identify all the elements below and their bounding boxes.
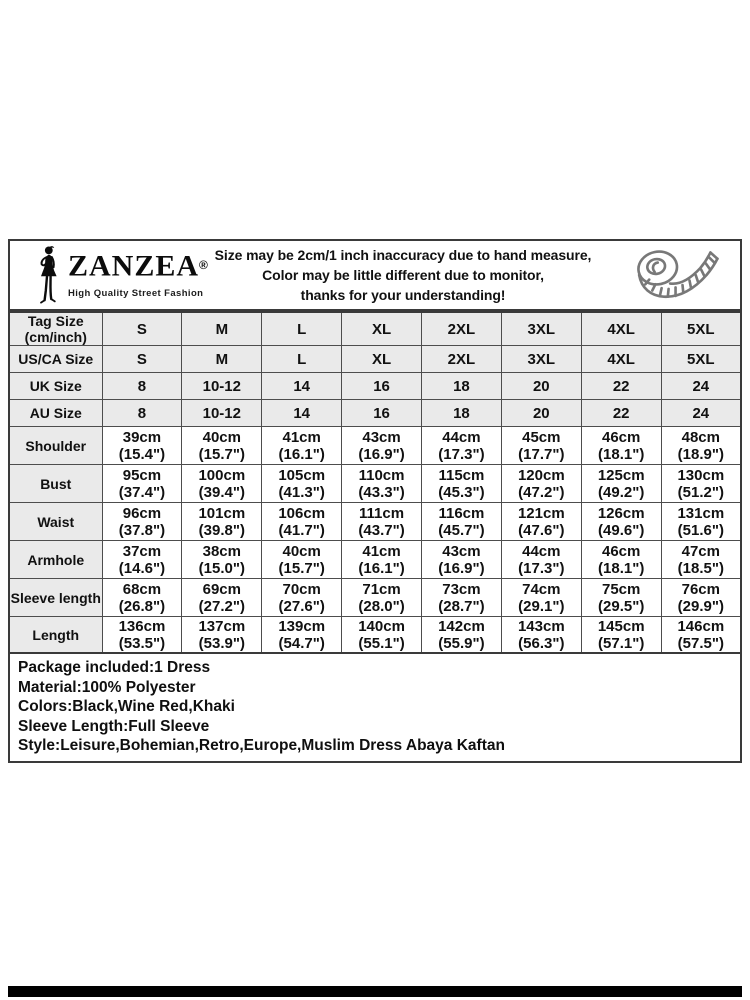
- size-cell: 142cm (55.9"): [422, 617, 502, 655]
- size-cell: 22: [581, 400, 661, 427]
- size-cell: 2XL: [422, 312, 502, 346]
- row-label: Waist: [9, 503, 102, 541]
- table-row: [9, 346, 741, 373]
- table-row: [9, 541, 741, 579]
- size-cell: 20: [501, 373, 581, 400]
- table-row: [9, 427, 741, 465]
- size-cell: 96cm (37.8"): [102, 503, 182, 541]
- size-cell: 16: [342, 400, 422, 427]
- size-cell: 116cm (45.7"): [422, 503, 502, 541]
- tape-measure-icon: [615, 244, 733, 306]
- product-details: [8, 652, 742, 763]
- size-cell: 4XL: [581, 312, 661, 346]
- table-row: [9, 400, 741, 427]
- size-cell: 41cm (16.1"): [342, 541, 422, 579]
- size-cell: 140cm (55.1"): [342, 617, 422, 655]
- size-cell: 105cm (41.3"): [262, 465, 342, 503]
- size-cell: 39cm (15.4"): [102, 427, 182, 465]
- detail-line: Material:100% Polyester: [18, 678, 196, 696]
- row-label: UK Size: [9, 373, 102, 400]
- size-cell: 10-12: [182, 400, 262, 427]
- row-label: Shoulder: [9, 427, 102, 465]
- size-cell: 125cm (49.2"): [581, 465, 661, 503]
- size-cell: 5XL: [661, 346, 741, 373]
- size-cell: 14: [262, 373, 342, 400]
- size-cell: 16: [342, 373, 422, 400]
- tape-measure-wrap: [608, 244, 740, 306]
- notice-line-1: Size may be 2cm/1 inch inaccuracy due to hand measure,: [214, 247, 592, 263]
- size-cell: 45cm (17.7"): [501, 427, 581, 465]
- brand-name: ZANZEA: [68, 249, 200, 283]
- size-cell: 115cm (45.3"): [422, 465, 502, 503]
- table-row: [9, 312, 741, 346]
- detail-line: Style:Leisure,Bohemian,Retro,Europe,Muslim Dress Abaya Kaftan: [18, 737, 505, 754]
- size-cell: 47cm (18.5"): [661, 541, 741, 579]
- size-cell: 43cm (16.9"): [422, 541, 502, 579]
- detail-line: Sleeve Length:Full Sleeve: [18, 717, 210, 735]
- size-cell: 137cm (53.9"): [182, 617, 262, 655]
- registered-mark-icon: ®: [199, 258, 208, 273]
- header: [8, 239, 742, 311]
- size-cell: 10-12: [182, 373, 262, 400]
- row-label: US/CA Size: [9, 346, 102, 373]
- size-cell: M: [182, 312, 262, 346]
- size-cell: 71cm (28.0"): [342, 579, 422, 617]
- detail-line: Package included:1 Dress: [18, 659, 211, 676]
- size-cell: XL: [342, 312, 422, 346]
- size-cell: 139cm (54.7"): [262, 617, 342, 655]
- size-cell: 126cm (49.6"): [581, 503, 661, 541]
- size-cell: 68cm (26.8"): [102, 579, 182, 617]
- size-cell: 46cm (18.1"): [581, 541, 661, 579]
- size-cell: 74cm (29.1"): [501, 579, 581, 617]
- size-cell: S: [102, 312, 182, 346]
- measure-notice: [198, 245, 608, 305]
- row-label: AU Size: [9, 400, 102, 427]
- size-cell: L: [262, 312, 342, 346]
- size-cell: 40cm (15.7"): [262, 541, 342, 579]
- size-cell: 145cm (57.1"): [581, 617, 661, 655]
- size-cell: 2XL: [422, 346, 502, 373]
- size-cell: XL: [342, 346, 422, 373]
- size-cell: 130cm (51.2"): [661, 465, 741, 503]
- size-cell: 41cm (16.1"): [262, 427, 342, 465]
- size-cell: 120cm (47.2"): [501, 465, 581, 503]
- size-cell: 106cm (41.7"): [262, 503, 342, 541]
- table-row: [9, 617, 741, 655]
- size-cell: S: [102, 346, 182, 373]
- size-cell: 101cm (39.8"): [182, 503, 262, 541]
- size-cell: 37cm (14.6"): [102, 541, 182, 579]
- brand-logo: [10, 245, 208, 305]
- size-cell: 8: [102, 400, 182, 427]
- size-cell: 131cm (51.6"): [661, 503, 741, 541]
- row-label: Bust: [9, 465, 102, 503]
- row-label: Armhole: [9, 541, 102, 579]
- size-cell: 3XL: [501, 346, 581, 373]
- size-cell: 14: [262, 400, 342, 427]
- size-cell: 111cm (43.7"): [342, 503, 422, 541]
- size-cell: 38cm (15.0"): [182, 541, 262, 579]
- size-cell: 20: [501, 400, 581, 427]
- size-cell: 143cm (56.3"): [501, 617, 581, 655]
- size-cell: 18: [422, 373, 502, 400]
- size-cell: 5XL: [661, 312, 741, 346]
- detail-line: Colors:Black,Wine Red,Khaki: [18, 698, 235, 715]
- size-cell: 43cm (16.9"): [342, 427, 422, 465]
- size-cell: 24: [661, 373, 741, 400]
- brand-tagline: High Quality Street Fashion: [68, 287, 204, 299]
- size-cell: M: [182, 346, 262, 373]
- size-cell: 95cm (37.4"): [102, 465, 182, 503]
- brand-text: [68, 251, 208, 298]
- notice-line-3: thanks for your understanding!: [300, 287, 506, 303]
- size-table: [8, 311, 742, 656]
- bottom-divider-bar: [8, 986, 742, 997]
- size-cell: 44cm (17.3"): [501, 541, 581, 579]
- size-cell: 76cm (29.9"): [661, 579, 741, 617]
- table-row: [9, 373, 741, 400]
- size-cell: 18: [422, 400, 502, 427]
- size-cell: 70cm (27.6"): [262, 579, 342, 617]
- row-label: Length: [9, 617, 102, 655]
- size-cell: 8: [102, 373, 182, 400]
- size-cell: L: [262, 346, 342, 373]
- size-cell: 75cm (29.5"): [581, 579, 661, 617]
- size-cell: 22: [581, 373, 661, 400]
- notice-line-2: Color may be little different due to monitor,: [262, 267, 544, 283]
- table-row: [9, 503, 741, 541]
- size-cell: 110cm (43.3"): [342, 465, 422, 503]
- table-row: [9, 465, 741, 503]
- size-cell: 136cm (53.5"): [102, 617, 182, 655]
- size-cell: 46cm (18.1"): [581, 427, 661, 465]
- size-cell: 40cm (15.7"): [182, 427, 262, 465]
- size-cell: 24: [661, 400, 741, 427]
- table-row: [9, 579, 741, 617]
- size-cell: 3XL: [501, 312, 581, 346]
- size-cell: 73cm (28.7"): [422, 579, 502, 617]
- size-cell: 100cm (39.4"): [182, 465, 262, 503]
- size-cell: 44cm (17.3"): [422, 427, 502, 465]
- size-cell: 146cm (57.5"): [661, 617, 741, 655]
- row-label: Tag Size (cm/inch): [9, 312, 102, 346]
- woman-silhouette-icon: [30, 245, 64, 305]
- size-cell: 48cm (18.9"): [661, 427, 741, 465]
- row-label: Sleeve length: [9, 579, 102, 617]
- size-cell: 4XL: [581, 346, 661, 373]
- size-cell: 121cm (47.6"): [501, 503, 581, 541]
- size-cell: 69cm (27.2"): [182, 579, 262, 617]
